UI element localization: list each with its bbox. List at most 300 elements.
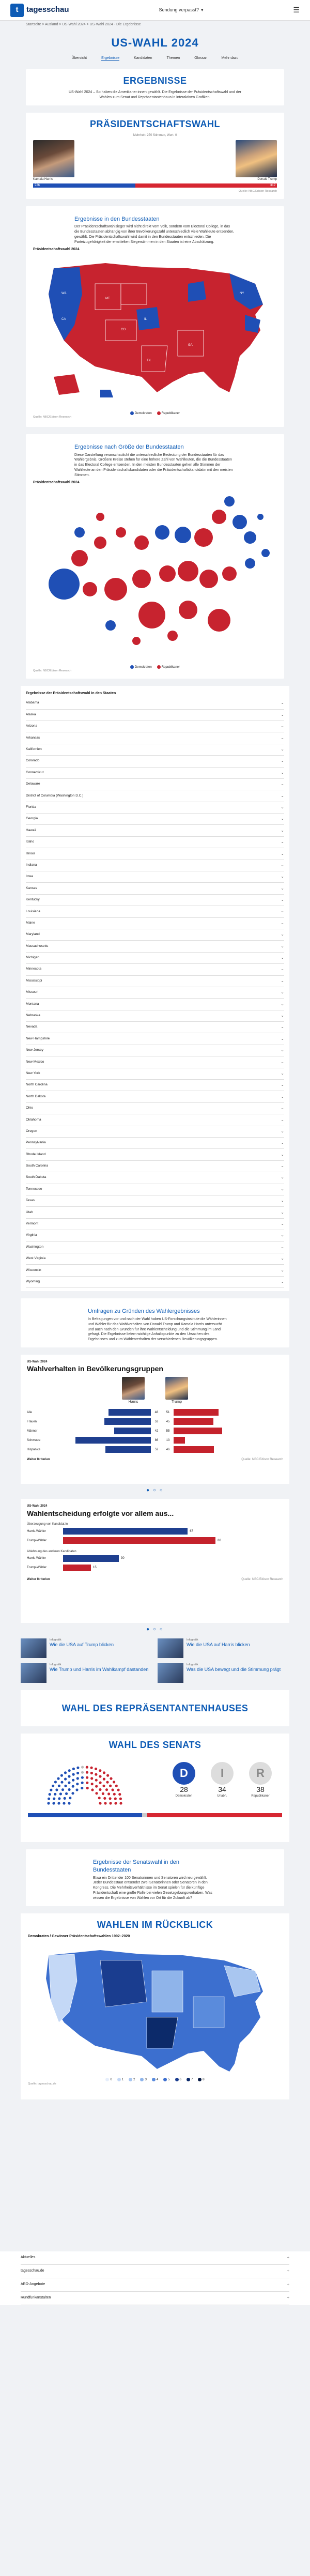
state-row[interactable] xyxy=(26,790,284,802)
state-row[interactable] xyxy=(26,1161,284,1172)
senate-seat xyxy=(107,1793,110,1796)
senate-seat xyxy=(104,1802,106,1805)
state-bubble[interactable] xyxy=(178,561,198,581)
senate-seat xyxy=(86,1782,88,1784)
tab-1[interactable]: Ergebnisse xyxy=(101,56,119,61)
rueckblick-title: WAHLEN IM RÜCKBLICK xyxy=(97,1919,213,1930)
harris-photo xyxy=(33,140,74,177)
footer-links xyxy=(0,2251,310,2305)
state-row[interactable] xyxy=(26,999,284,1010)
senate-seat xyxy=(86,1776,88,1779)
state-bubble[interactable] xyxy=(134,535,149,550)
senate-seat xyxy=(106,1774,109,1777)
state-name: New Hampshire xyxy=(26,1036,50,1040)
chevron-down-icon: ⌄ xyxy=(281,1128,284,1133)
senate-seat xyxy=(81,1766,84,1769)
electoral-bar xyxy=(33,183,277,188)
harris-votes: 226 xyxy=(35,184,40,188)
state-row[interactable] xyxy=(26,1056,284,1068)
senate-seat xyxy=(95,1792,98,1795)
senate-seat xyxy=(112,1789,114,1791)
state-name: Wyoming xyxy=(26,1280,40,1283)
state-bubble[interactable] xyxy=(155,525,169,540)
state-bubble[interactable] xyxy=(179,601,197,619)
state-row[interactable] xyxy=(26,1138,284,1149)
poll-voting-groups xyxy=(21,1355,289,1484)
chevron-down-icon: ⌄ xyxy=(281,1175,284,1180)
bundesstaaten-text: Der Präsidentschaftswahlsieger wird nicht direkt vom Volk, sondern vom Electoral College, in das die Bundesstaaten abhängig von ihrer Bevölkerungszahl unterschiedlich viele Wahlleute entsenden, gewählt. Die Präsidentschaftswahl wird damit in den Bundesstaaten entschieden. Die Parteizugehörigkeit der ermittelten Siegerstimmen in den Staaten ist eine Abschätzung. xyxy=(74,225,235,244)
poll1-harris-photo xyxy=(122,1377,145,1400)
chevron-down-icon: ⌄ xyxy=(281,816,284,821)
state-name: Oregon xyxy=(26,1129,37,1133)
senate-seat xyxy=(102,1792,104,1795)
footer-row[interactable] xyxy=(21,2278,289,2292)
senate-seat xyxy=(90,1767,93,1769)
state-name: Arkansas xyxy=(26,735,40,740)
state-name: South Dakota xyxy=(26,1175,47,1179)
poll-row xyxy=(27,1417,283,1427)
state-row[interactable] xyxy=(26,1010,284,1022)
state-name: Oklahoma xyxy=(26,1117,41,1122)
state-bubble[interactable] xyxy=(159,565,176,582)
state-row[interactable] xyxy=(26,1114,284,1126)
site-header xyxy=(0,0,310,21)
state-row[interactable] xyxy=(26,895,284,906)
state-row[interactable] xyxy=(26,860,284,871)
poll1-source: Quelle: NBC/Edison Research xyxy=(241,1458,283,1461)
chevron-down-icon: ⌄ xyxy=(281,1117,284,1122)
poll-bar xyxy=(63,1537,215,1544)
tab-3[interactable]: Themen xyxy=(166,56,180,60)
poll1-trump: Trump xyxy=(172,1400,182,1404)
history-legend-item: 1 xyxy=(117,2078,123,2082)
senate-seat xyxy=(99,1788,101,1791)
tile-image xyxy=(158,1638,183,1658)
state-list-title: Ergebnisse der Präsidentschaftswahl in den Staaten xyxy=(26,691,116,695)
poll-harris-bar xyxy=(105,1446,151,1453)
poll2-source: Quelle: NBC/Edison Research xyxy=(241,1578,283,1582)
poll-decision xyxy=(21,1499,289,1623)
legend-dem: Demokraten xyxy=(130,411,152,416)
senate-seat xyxy=(114,1802,117,1805)
senate-seat xyxy=(57,1777,59,1780)
senate-seat xyxy=(113,1781,115,1784)
footer-row[interactable] xyxy=(21,2265,289,2278)
state-bubble[interactable] xyxy=(74,527,85,538)
state-name: Missouri xyxy=(26,990,39,994)
poll-harris-value: 52 xyxy=(154,1448,159,1451)
state-row[interactable] xyxy=(26,964,284,975)
state-name: North Carolina xyxy=(26,1083,48,1087)
state-bubble[interactable] xyxy=(208,609,230,632)
chevron-down-icon: ⌄ xyxy=(281,955,284,960)
state-name: West Virginia xyxy=(26,1256,46,1261)
state-row[interactable] xyxy=(26,1091,284,1102)
senate-seat xyxy=(52,1785,54,1787)
poll2-more-button[interactable]: Weiter Kriterien xyxy=(27,1578,50,1582)
state-row[interactable] xyxy=(26,744,284,756)
chevron-down-icon: ⌄ xyxy=(281,700,284,706)
us-map-results[interactable] xyxy=(33,253,277,408)
senate-seat xyxy=(60,1774,63,1777)
state-row[interactable] xyxy=(26,1195,284,1207)
state-bubble[interactable] xyxy=(83,582,97,596)
state-bubble[interactable] xyxy=(104,578,127,601)
poll-row xyxy=(27,1408,283,1417)
tab-5[interactable]: Mehr dazu xyxy=(221,56,239,60)
senate-seat xyxy=(71,1792,74,1795)
state-bubble[interactable] xyxy=(49,569,80,600)
chevron-down-icon: ⌄ xyxy=(281,827,284,833)
state-row[interactable] xyxy=(26,768,284,779)
poll-bar xyxy=(63,1565,91,1571)
senate-dem: D 28 Demokraten xyxy=(173,1762,195,1799)
poll1-more-button[interactable]: Weiter Kriterien xyxy=(27,1458,50,1461)
svg-text:GA: GA xyxy=(188,343,193,347)
poll-row-label: Trump-Wähler xyxy=(27,1539,47,1542)
svg-text:IL: IL xyxy=(144,317,147,321)
state-name: Maine xyxy=(26,921,35,925)
tile-title: Wie Trump und Harris im Wahlkampf dastanden xyxy=(50,1667,149,1673)
senate-seat xyxy=(60,1781,63,1784)
history-legend-item: 8 xyxy=(198,2078,204,2082)
president-title: PRÄSIDENTSCHAFTSWAHL xyxy=(90,119,220,130)
senate-seat xyxy=(91,1783,94,1785)
senate-seat xyxy=(103,1797,106,1800)
history-legend-item: 0 xyxy=(105,2078,112,2082)
poll1-portraits xyxy=(27,1377,283,1405)
state-row[interactable] xyxy=(26,1172,284,1184)
logo-icon: t xyxy=(10,4,24,17)
bubble-source: Quelle: NBC/Edison Research xyxy=(33,669,71,673)
state-bubble[interactable] xyxy=(132,570,151,588)
poll-trump-bar xyxy=(174,1418,213,1425)
chevron-down-icon: ▾ xyxy=(201,7,204,13)
history-legend-item: 6 xyxy=(175,2078,181,2082)
state-bubble[interactable] xyxy=(138,602,165,628)
senate-seat xyxy=(109,1802,112,1805)
state-row[interactable] xyxy=(26,825,284,836)
history-map[interactable] xyxy=(28,1940,282,2074)
chevron-down-icon: ⌄ xyxy=(281,932,284,937)
sendung-verpasst-label: Sendung verpasst? xyxy=(159,7,199,13)
state-bubble[interactable] xyxy=(194,528,213,547)
state-name: Iowa xyxy=(26,875,33,879)
state-row[interactable] xyxy=(26,1184,284,1195)
senate-seat xyxy=(47,1802,50,1805)
state-bubble[interactable] xyxy=(257,514,264,520)
senate-seat xyxy=(113,1793,116,1796)
svg-text:CA: CA xyxy=(61,317,66,321)
gouverneur-text: Etwa ein Drittel der 100 Senatorinnen und Senatoren wird neu gewählt. Jeder Bundesstaat entsendet zwei Senatorinnen oder Senatoren in den Kongress. Die Mehrheitsverhältnisse im Senat spielen für die künftige Präsidentschaft eine große Rolle bei vielen Gesetzgebungsvorhaben. Was wissen die Ergebnisse von Wahlen vor Ort für die Zukunft ab? xyxy=(93,1876,212,1900)
poll-row xyxy=(27,1427,283,1436)
plus-icon: + xyxy=(287,2268,289,2273)
state-row[interactable] xyxy=(26,1126,284,1138)
poll1-title: Wahlverhalten in Bevölkerungsgruppen xyxy=(27,1364,163,1373)
senate-seat xyxy=(76,1767,79,1769)
state-row[interactable] xyxy=(26,1080,284,1091)
senate-seat xyxy=(58,1797,60,1800)
state-row[interactable] xyxy=(26,1242,284,1253)
chevron-down-icon: ⌄ xyxy=(281,1070,284,1076)
gouverneur-title: Ergebnisse der Senatswahl in den Bundesstaaten xyxy=(93,1859,179,1873)
state-bubble[interactable] xyxy=(245,558,255,569)
poll-value: 82 xyxy=(218,1539,221,1542)
state-bubble[interactable] xyxy=(175,527,191,543)
president-source: Quelle: NBC/Edison Research xyxy=(239,190,277,193)
state-name: Washington xyxy=(26,1245,44,1249)
state-bubble[interactable] xyxy=(199,570,218,588)
state-name: Tennessee xyxy=(26,1187,42,1191)
state-row[interactable] xyxy=(26,1045,284,1056)
senate-seat xyxy=(76,1777,79,1780)
gouverneur-card xyxy=(26,1849,284,1906)
state-name: Texas xyxy=(26,1199,35,1203)
results-text: US-Wahl 2024 – So haben die Amerikaner:innen gewählt. Die Ergebnisse der Präsidentschaftswahl und der Wahlen zum Senat und Repräsentantenhaus in interaktiven Grafiken. xyxy=(69,90,241,100)
poll-row xyxy=(27,1554,283,1563)
history-legend-item: 4 xyxy=(152,2078,158,2082)
state-row[interactable] xyxy=(26,871,284,883)
poll-trump-value: 45 xyxy=(166,1420,170,1423)
senate-seat xyxy=(49,1793,51,1796)
state-name: Indiana xyxy=(26,863,37,867)
senate-seat xyxy=(119,1798,122,1800)
chevron-down-icon: ⌄ xyxy=(281,1106,284,1111)
state-bubble[interactable] xyxy=(105,620,116,631)
menu-icon[interactable]: ☰ xyxy=(293,6,300,14)
state-name: Colorado xyxy=(26,759,40,763)
state-row[interactable] xyxy=(26,1033,284,1045)
senate-seat xyxy=(102,1785,105,1787)
tab-4[interactable]: Glossar xyxy=(194,56,207,60)
state-row[interactable] xyxy=(26,756,284,767)
poll-trump-bar xyxy=(174,1428,222,1434)
state-row[interactable] xyxy=(26,883,284,894)
state-name: Vermont xyxy=(26,1222,39,1226)
state-row[interactable] xyxy=(26,848,284,860)
poll2-pager[interactable]: ● ○ ○ xyxy=(146,1627,164,1633)
state-row[interactable] xyxy=(26,1022,284,1033)
infographic-tile[interactable] xyxy=(21,1663,152,1683)
state-row[interactable] xyxy=(26,1207,284,1218)
state-row[interactable] xyxy=(26,837,284,848)
page-title: US-WAHL 2024 xyxy=(111,36,199,49)
rueckblick-card xyxy=(21,1913,289,2099)
state-bubble[interactable] xyxy=(71,550,88,566)
senate-seat xyxy=(64,1772,67,1774)
chevron-down-icon: ⌄ xyxy=(281,1001,284,1006)
chevron-down-icon: ⌄ xyxy=(281,724,284,729)
poll-row xyxy=(27,1527,283,1536)
infographic-tile[interactable] xyxy=(158,1663,289,1683)
poll-row-label: Schwarze xyxy=(27,1438,41,1442)
senate-seat xyxy=(99,1782,102,1784)
state-row[interactable] xyxy=(26,1277,284,1288)
bundesstaaten-card xyxy=(26,206,284,427)
chevron-down-icon: ⌄ xyxy=(281,1140,284,1145)
state-row[interactable] xyxy=(26,976,284,987)
senate-seat xyxy=(58,1785,60,1787)
poll-harris-value: 53 xyxy=(154,1420,159,1423)
tile-title: Wie die USA auf Harris blicken xyxy=(187,1642,250,1648)
bubble-legend-dem: Demokraten xyxy=(130,665,152,669)
chevron-down-icon: ⌄ xyxy=(281,747,284,752)
poll-trump-value: 55 xyxy=(166,1429,170,1433)
bubble-map[interactable] xyxy=(33,486,277,662)
poll-harris-bar xyxy=(75,1437,151,1444)
state-row[interactable] xyxy=(26,906,284,917)
state-bubble[interactable] xyxy=(224,496,235,507)
senate-seat xyxy=(103,1772,105,1774)
senate-seat xyxy=(90,1772,93,1774)
state-bubble[interactable] xyxy=(222,566,237,581)
chevron-down-icon: ⌄ xyxy=(281,1024,284,1030)
infographic-tile[interactable] xyxy=(21,1638,152,1658)
footer-row[interactable] xyxy=(21,2292,289,2305)
senate-title: WAHL DES SENATS xyxy=(109,1739,202,1750)
poll-trump-bar xyxy=(174,1446,214,1453)
state-row[interactable] xyxy=(26,987,284,999)
chevron-down-icon: ⌄ xyxy=(281,1186,284,1191)
state-bubble[interactable] xyxy=(116,527,126,538)
state-row[interactable] xyxy=(26,802,284,814)
state-list xyxy=(21,686,289,1291)
state-name: New Mexico xyxy=(26,1060,44,1064)
legend-rep: Republikaner xyxy=(157,411,180,416)
rueckblick-caption: Demokraten / Gewinner Präsidentschaftswahlen 1992–2020 xyxy=(28,1934,130,1938)
state-row[interactable] xyxy=(26,721,284,732)
state-name: Rhode Island xyxy=(26,1152,46,1156)
state-name: South Carolina xyxy=(26,1164,48,1168)
history-legend-item: 3 xyxy=(140,2078,146,2082)
state-name: Wisconsin xyxy=(26,1268,41,1272)
chevron-down-icon: ⌄ xyxy=(281,735,284,740)
state-bubble[interactable] xyxy=(261,549,270,557)
senate-seat xyxy=(118,1793,121,1796)
groesse-title: Ergebnisse nach Größe der Bundesstaaten xyxy=(74,443,184,450)
state-row[interactable] xyxy=(26,1230,284,1241)
state-bubble[interactable] xyxy=(132,637,141,645)
senate-bar xyxy=(28,1813,282,1817)
state-name: Montana xyxy=(26,1002,39,1006)
state-row[interactable] xyxy=(26,1265,284,1276)
senate-seat xyxy=(68,1782,70,1784)
state-bubble[interactable] xyxy=(233,515,247,529)
tile-image xyxy=(21,1663,47,1683)
poll1-pager[interactable]: ● ○ ○ xyxy=(146,1487,164,1493)
logo-text: tagesschau xyxy=(26,5,69,14)
poll-row xyxy=(27,1445,283,1454)
state-bubble[interactable] xyxy=(96,513,104,521)
state-row[interactable] xyxy=(26,953,284,964)
state-row[interactable] xyxy=(26,1149,284,1160)
state-row[interactable] xyxy=(26,814,284,825)
poll-trump-value: 13 xyxy=(166,1438,170,1442)
chevron-down-icon: ⌄ xyxy=(281,1082,284,1087)
tile-image xyxy=(21,1638,47,1658)
chevron-down-icon: ⌄ xyxy=(281,1036,284,1041)
state-row[interactable] xyxy=(26,918,284,929)
state-name: Arizona xyxy=(26,724,38,728)
state-row[interactable] xyxy=(26,1219,284,1230)
state-row[interactable] xyxy=(26,732,284,744)
footer-row[interactable] xyxy=(21,2251,289,2265)
chevron-down-icon: ⌄ xyxy=(281,804,284,809)
president-subtitle: Mehrheit: 270 Stimmen, Wert: 0 xyxy=(133,134,177,137)
senate-seat xyxy=(64,1785,67,1787)
senate-seat xyxy=(68,1775,70,1778)
sendung-verpasst-link[interactable] xyxy=(159,7,203,13)
poll1-label: US-Wahl 2024 xyxy=(27,1360,48,1363)
logo[interactable] xyxy=(10,4,69,17)
state-row[interactable] xyxy=(26,698,284,709)
state-row[interactable] xyxy=(26,1253,284,1265)
chevron-down-icon: ⌄ xyxy=(281,978,284,983)
state-row[interactable] xyxy=(26,1103,284,1114)
chevron-down-icon: ⌄ xyxy=(281,712,284,717)
poll-value: 30 xyxy=(121,1557,125,1560)
senate-seat xyxy=(110,1777,112,1780)
poll-row-label: Hispanics xyxy=(27,1448,41,1451)
trump-photo xyxy=(236,140,277,177)
state-row[interactable] xyxy=(26,1068,284,1080)
senate-seat-chart[interactable] xyxy=(28,1754,142,1806)
state-name: New York xyxy=(26,1071,40,1075)
senate-seat xyxy=(61,1788,64,1791)
state-bubble[interactable] xyxy=(212,510,226,524)
senate-seat xyxy=(68,1788,71,1791)
poll1-trump-photo xyxy=(165,1377,188,1400)
tile-kicker: Infografik xyxy=(187,1663,198,1666)
senate-seat xyxy=(81,1776,84,1779)
senate-seat xyxy=(109,1797,112,1800)
groesse-card xyxy=(26,434,284,679)
bubble-legend xyxy=(33,665,277,669)
state-row[interactable] xyxy=(26,710,284,721)
state-row[interactable] xyxy=(26,929,284,941)
senate-seat xyxy=(63,1802,65,1805)
state-bubble[interactable] xyxy=(94,536,106,549)
plus-icon: + xyxy=(287,2255,289,2260)
state-name: Illinois xyxy=(26,851,36,855)
state-row[interactable] xyxy=(26,941,284,952)
history-legend-item: 7 xyxy=(187,2078,193,2082)
infographic-tile[interactable] xyxy=(158,1638,289,1658)
senate-card xyxy=(21,1734,289,1842)
senate-rep: R 38 Republikaner xyxy=(249,1762,272,1799)
state-name: Kentucky xyxy=(26,898,40,902)
senate-seat xyxy=(81,1787,83,1789)
state-bubble[interactable] xyxy=(167,631,178,641)
senate-seat xyxy=(109,1785,112,1787)
harris-bar xyxy=(33,183,135,188)
senate-seat xyxy=(53,1798,55,1800)
results-intro xyxy=(26,69,284,105)
tile-kicker: Infografik xyxy=(50,1663,61,1666)
state-row[interactable] xyxy=(26,779,284,790)
tab-0[interactable]: Übersicht xyxy=(71,56,87,60)
poll-harris-value: 42 xyxy=(154,1429,159,1433)
state-bubble[interactable] xyxy=(244,531,256,544)
chevron-down-icon: ⌄ xyxy=(281,1256,284,1261)
tab-2[interactable]: Kandidaten xyxy=(134,56,152,60)
state-name: Hawaii xyxy=(26,828,36,832)
senate-seat xyxy=(69,1797,71,1799)
breadcrumb[interactable]: Startseite > Ausland > US-Wahl 2024 > US-Wahl 2024 - Die Ergebnisse xyxy=(0,21,310,29)
chevron-down-icon: ⌄ xyxy=(281,781,284,787)
svg-text:NY: NY xyxy=(240,292,244,295)
svg-text:MT: MT xyxy=(105,297,110,300)
